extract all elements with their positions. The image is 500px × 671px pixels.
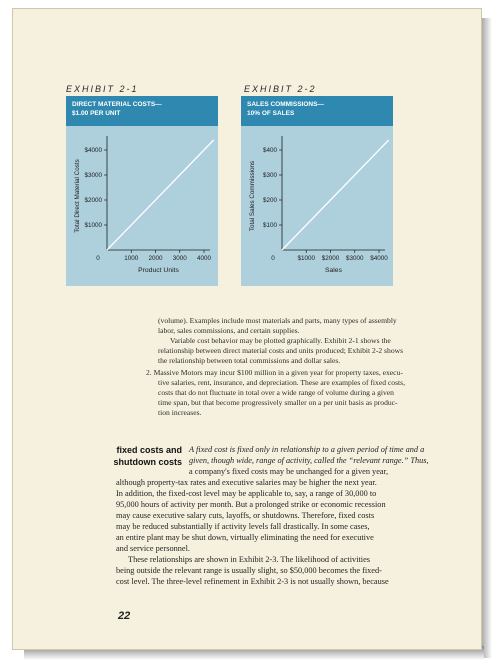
- body-line: 2. Massive Motors may incur $100 million in a given year for property taxes, execu-: [146, 368, 403, 377]
- body-line: may be reduced substantially if activity levels fall drastically. In some cases,: [116, 522, 370, 531]
- side-heading-line: shutdown costs: [113, 457, 182, 467]
- side-heading: [60, 444, 182, 468]
- exhibit-header-line: $1.00 PER UNIT: [72, 110, 121, 117]
- y-tick-label: $400: [262, 147, 277, 155]
- body-line: being outside the relevant range is usually slight, so $50,000 becomes the fixed-: [116, 566, 382, 575]
- x-tick-label: 1000: [124, 255, 139, 262]
- body-line: a company's fixed costs may be unchanged for a given year,: [189, 467, 389, 476]
- body-line: A fixed cost is fixed only in relationship to a given period of time and a: [189, 445, 425, 454]
- y-tick-label: $3000: [84, 172, 102, 180]
- body-line: (volume). Examples include most materials and parts, many types of assembly: [158, 316, 397, 325]
- exhibit-header-line: 10% OF SALES: [247, 110, 295, 117]
- body-line: may cause executive salary cuts, layoffs, or shutdowns. Therefore, fixed costs: [116, 511, 375, 520]
- body-line: cost level. The three-level refinement in Exhibit 2-3 is not usually shown, because: [116, 577, 389, 586]
- body-line: although property-tax rates and executive salaries may be higher the next year.: [116, 478, 377, 487]
- y-tick-label: $1000: [84, 222, 102, 230]
- body-line: In addition, the fixed-cost level may be applicable to, say, a range of 30,000 to: [116, 489, 377, 498]
- body-line: relationship between direct material costs and units produced; Exhibit 2-2 shows: [158, 346, 404, 355]
- x-axis-title: Product Units: [138, 267, 179, 274]
- x-tick-label: 3000: [172, 255, 187, 262]
- body-line: time span, but that become progressively smaller on a per unit basis as produc-: [158, 398, 398, 407]
- body-line: tive salaries, rent, insurance, and depreciation. These are examples of fixed costs,: [158, 378, 405, 387]
- y-tick-label: $100: [262, 222, 277, 230]
- side-heading-line: fixed costs and: [116, 445, 182, 455]
- x-axis-title: Sales: [324, 267, 343, 274]
- page-number: 22: [118, 610, 131, 622]
- body-line: Variable cost behavior may be plotted graphically. Exhibit 2-1 shows the: [170, 336, 391, 345]
- x-tick-label: $3000: [345, 255, 364, 262]
- exhibit-panel-2-2: [241, 96, 393, 286]
- chart-exhibit-2-1: [66, 126, 218, 286]
- exhibit-header-line: DIRECT MATERIAL COSTS—: [72, 101, 162, 108]
- x-tick-label: $1000: [297, 255, 316, 262]
- exhibit-label: EXHIBIT 2-1: [66, 84, 139, 94]
- series-line: [282, 140, 389, 250]
- x-tick-label: 2000: [148, 255, 163, 262]
- y-axis-title: Total Sales Commissions: [249, 160, 256, 232]
- body-line: 95,000 hours of activity per month. But a prolonged strike or economic recession: [116, 500, 386, 509]
- body-line: given, though wide, range of activity, called the “relevant range.” Thus,: [189, 456, 429, 465]
- y-tick-label: $300: [262, 172, 277, 180]
- x-tick-label: $2000: [321, 255, 340, 262]
- x-tick-label: 0: [271, 255, 275, 262]
- exhibit-header: [241, 96, 393, 126]
- x-tick-label: 4000: [196, 255, 212, 262]
- body-line: the relationship between total commissions and dollar sales.: [158, 356, 341, 365]
- exhibit-header-line: SALES COMMISSIONS—: [247, 101, 324, 108]
- body-line: and service personnel.: [116, 544, 190, 553]
- body-line: These relationships are shown in Exhibit 2-3. The likelihood of activities: [128, 555, 371, 564]
- exhibit-label: EXHIBIT 2-2: [244, 84, 317, 94]
- exhibit-header: [66, 96, 218, 126]
- y-tick-label: $4000: [84, 147, 102, 155]
- body-line: an entire plant may be shut down, virtually eliminating the need for executive: [116, 533, 374, 542]
- y-axis-title: Total Direct Material Costs: [74, 159, 81, 233]
- chart-exhibit-2-2: [241, 126, 393, 286]
- x-tick-label: 0: [96, 255, 100, 262]
- body-line: costs that do not fluctuate in total over a wide range of volume during a given: [158, 388, 394, 397]
- body-line: tion increases.: [158, 408, 202, 417]
- exhibit-panel-2-1: [66, 96, 218, 286]
- body-line: labor, sales commissions, and certain supplies.: [158, 326, 300, 335]
- x-tick-label: $4000: [370, 255, 388, 262]
- y-tick-label: $2000: [84, 197, 102, 205]
- y-tick-label: $200: [262, 197, 277, 205]
- series-line: [107, 140, 214, 250]
